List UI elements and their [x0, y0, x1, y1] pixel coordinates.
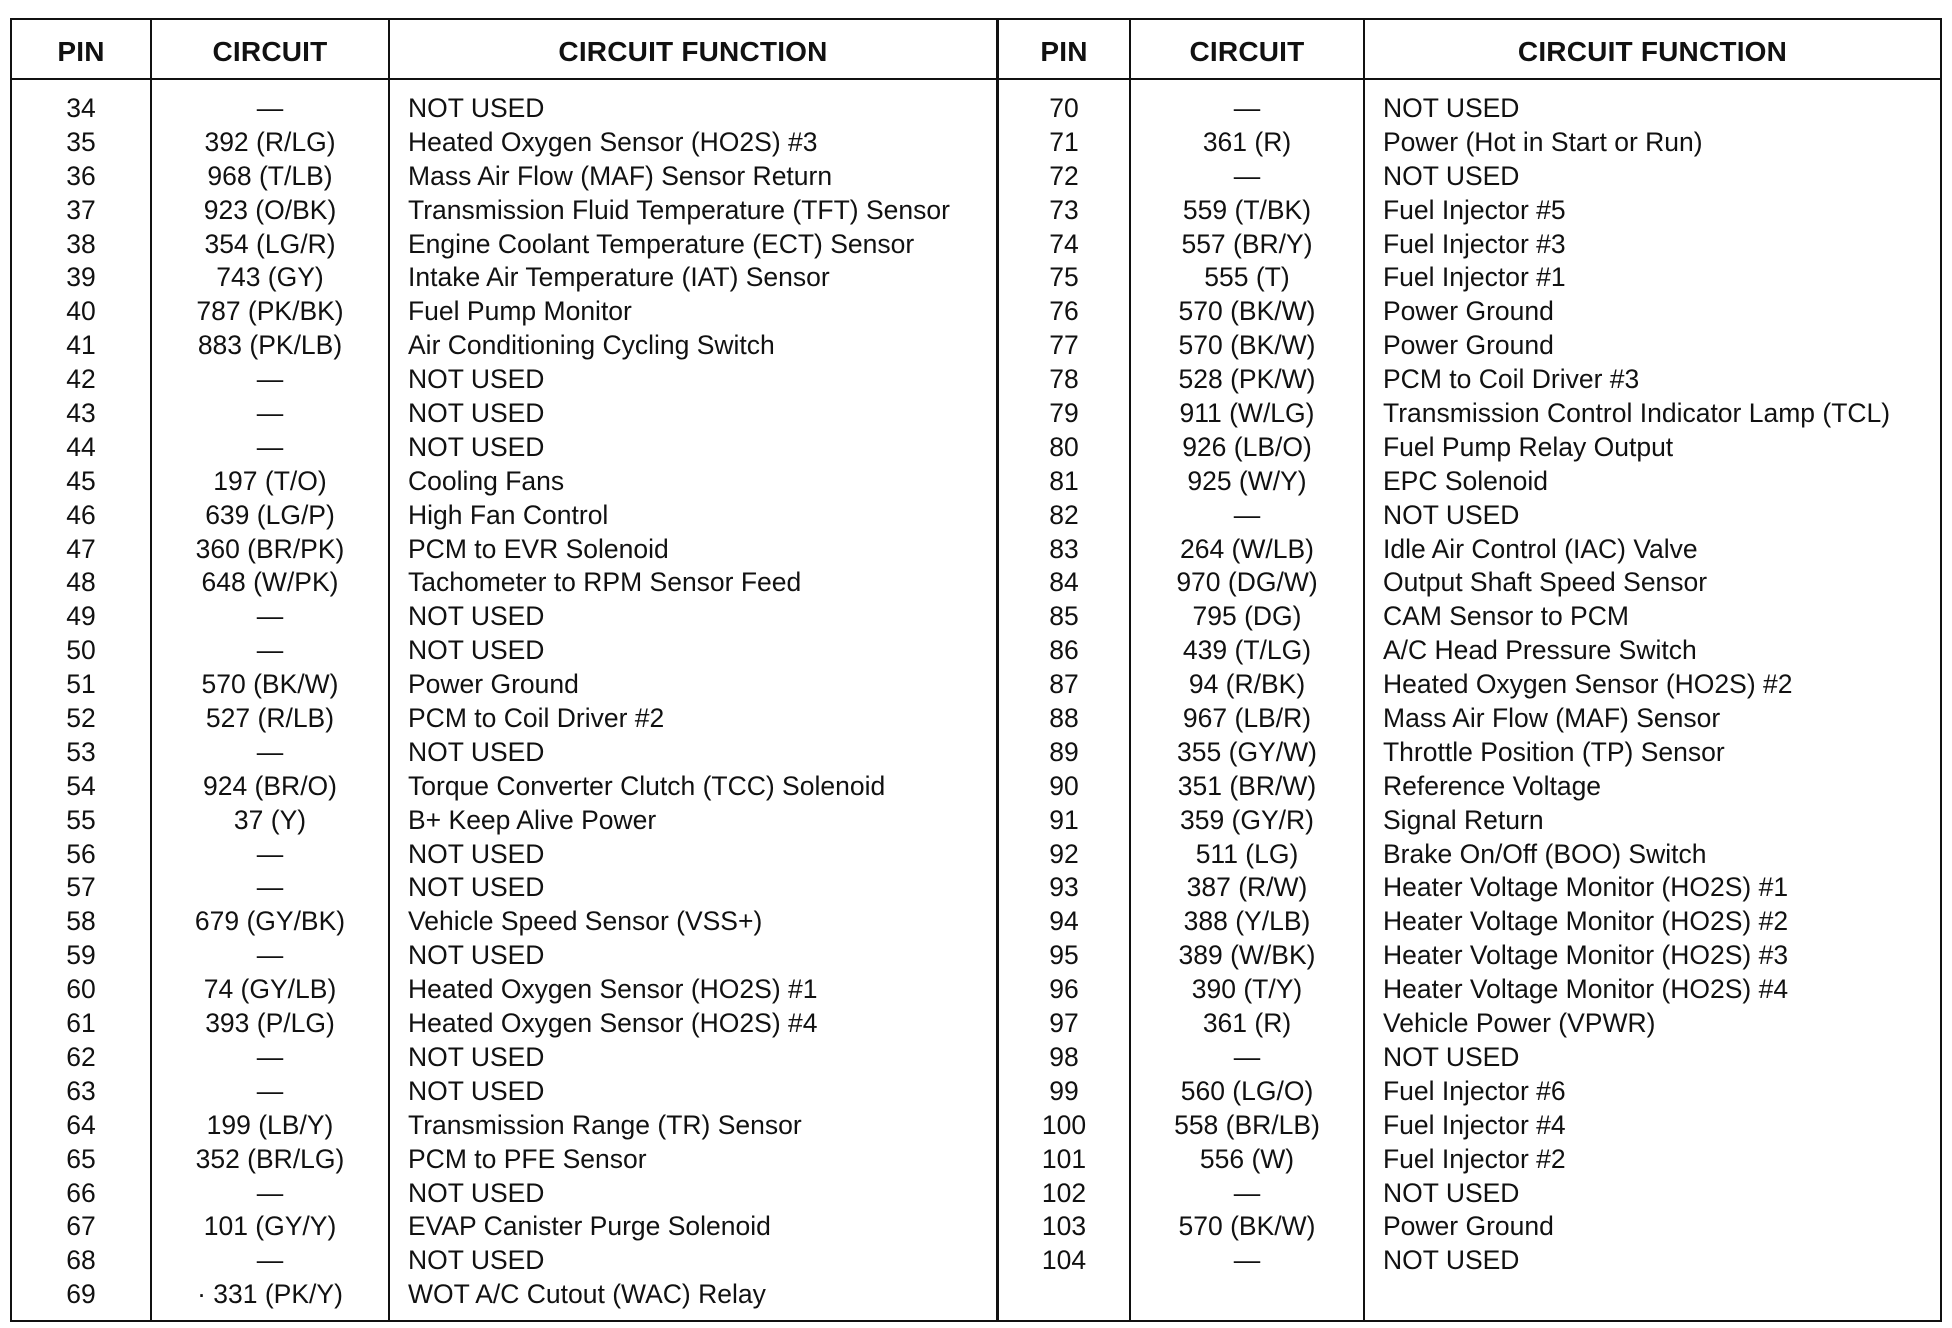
circuit-cell: · 331 (PK/Y): [197, 1279, 343, 1310]
circuit-cell: —: [256, 601, 284, 632]
function-cell: Transmission Range (TR) Sensor: [408, 1109, 802, 1140]
circuit-cell: —: [1233, 1245, 1261, 1276]
header-circuit-left: CIRCUIT: [212, 36, 328, 67]
function-cell: EVAP Canister Purge Solenoid: [408, 1211, 771, 1242]
function-cell: Fuel Pump Monitor: [408, 296, 632, 327]
circuit-cell: 74 (GY/LB): [203, 974, 337, 1005]
function-cell: Power Ground: [1383, 296, 1554, 327]
function-cell: NOT USED: [1383, 1245, 1520, 1276]
circuit-cell: 388 (Y/LB): [1183, 906, 1311, 937]
header-circuit-right: CIRCUIT: [1189, 36, 1305, 67]
pin-cell: 92: [1049, 838, 1079, 869]
left-function-column: [390, 92, 996, 1312]
circuit-cell: 197 (T/O): [213, 465, 327, 496]
pin-cell: 100: [1041, 1109, 1087, 1140]
pin-cell: 36: [66, 160, 96, 191]
function-cell: NOT USED: [408, 431, 545, 462]
pin-cell: 67: [66, 1211, 96, 1242]
circuit-cell: 556 (W): [1199, 1143, 1295, 1174]
pin-cell: 86: [1049, 635, 1079, 666]
function-cell: NOT USED: [408, 1041, 545, 1072]
pin-cell: 66: [66, 1177, 96, 1208]
circuit-cell: —: [256, 1177, 284, 1208]
pin-cell: 84: [1049, 567, 1079, 598]
pin-cell: 94: [1049, 906, 1079, 937]
circuit-cell: 557 (BR/Y): [1181, 228, 1313, 259]
circuit-cell: —: [256, 364, 284, 395]
function-cell: Intake Air Temperature (IAT) Sensor: [408, 262, 830, 293]
header-function-right: CIRCUIT FUNCTION: [1517, 36, 1788, 67]
pin-cell: 95: [1049, 940, 1079, 971]
pin-cell: 57: [66, 872, 96, 903]
pin-cell: 39: [66, 262, 96, 293]
circuit-cell: 558 (BR/LB): [1174, 1109, 1320, 1140]
pin-cell: 90: [1049, 770, 1079, 801]
circuit-cell: 359 (GY/R): [1179, 804, 1314, 835]
function-cell: Torque Converter Clutch (TCC) Solenoid: [408, 770, 886, 801]
circuit-cell: 787 (PK/BK): [196, 296, 344, 327]
pin-cell: 34: [66, 93, 96, 123]
pin-cell: 70: [1049, 93, 1079, 123]
circuit-cell: —: [1233, 1177, 1261, 1208]
circuit-cell: —: [256, 872, 284, 903]
pin-cell: 54: [66, 770, 96, 801]
pin-cell: 98: [1049, 1041, 1079, 1072]
pin-cell: 45: [66, 465, 96, 496]
circuit-cell: —: [256, 431, 284, 462]
pin-cell: 87: [1049, 669, 1079, 700]
pin-cell: 96: [1049, 974, 1079, 1005]
function-cell: Transmission Fluid Temperature (TFT) Sensor: [408, 194, 950, 225]
pin-cell: 38: [66, 228, 96, 259]
pin-cell: 74: [1049, 228, 1079, 259]
circuit-cell: 795 (DG): [1192, 601, 1302, 632]
header-pin-left: PIN: [57, 36, 105, 67]
pin-cell: 50: [66, 635, 96, 666]
circuit-cell: 970 (DG/W): [1176, 567, 1318, 598]
function-cell: Mass Air Flow (MAF) Sensor Return: [408, 160, 833, 191]
function-cell: Heated Oxygen Sensor (HO2S) #1: [408, 974, 818, 1005]
pinout-table: [10, 18, 1942, 1322]
function-cell: Output Shaft Speed Sensor: [1383, 567, 1708, 598]
circuit-cell: 351 (BR/W): [1177, 770, 1317, 801]
pin-cell: 69: [66, 1279, 96, 1310]
pin-cell: 72: [1049, 160, 1079, 191]
circuit-cell: —: [1233, 93, 1261, 123]
pin-cell: 43: [66, 398, 96, 429]
function-cell: Power Ground: [1383, 1211, 1554, 1242]
circuit-cell: 199 (LB/Y): [206, 1109, 334, 1140]
function-cell: Vehicle Speed Sensor (VSS+): [408, 906, 763, 937]
pin-cell: 91: [1049, 804, 1079, 835]
circuit-cell: 361 (R): [1202, 1008, 1292, 1039]
pin-cell: 65: [66, 1143, 96, 1174]
circuit-cell: 648 (W/PK): [201, 567, 339, 598]
circuit-cell: 387 (R/W): [1186, 872, 1308, 903]
function-cell: Fuel Injector #4: [1383, 1109, 1566, 1140]
function-cell: Idle Air Control (IAC) Valve: [1383, 533, 1698, 564]
function-cell: Heater Voltage Monitor (HO2S) #4: [1383, 974, 1789, 1005]
function-cell: Heater Voltage Monitor (HO2S) #2: [1383, 906, 1789, 937]
function-cell: Fuel Injector #2: [1383, 1143, 1566, 1174]
function-cell: NOT USED: [408, 364, 545, 395]
function-cell: Power Ground: [1383, 330, 1554, 361]
circuit-cell: —: [256, 398, 284, 429]
function-cell: CAM Sensor to PCM: [1383, 601, 1629, 632]
header-divider: [12, 78, 1940, 80]
circuit-cell: 679 (GY/BK): [194, 906, 346, 937]
circuit-cell: 923 (O/BK): [203, 194, 337, 225]
circuit-cell: 37 (Y): [233, 804, 307, 835]
pin-cell: 63: [66, 1075, 96, 1106]
pin-cell: 48: [66, 567, 96, 598]
circuit-cell: —: [1233, 1041, 1261, 1072]
function-cell: NOT USED: [1383, 160, 1520, 191]
circuit-cell: 511 (LG): [1195, 838, 1299, 869]
function-cell: NOT USED: [1383, 1041, 1520, 1072]
pin-cell: 55: [66, 804, 96, 835]
circuit-cell: 560 (LG/O): [1180, 1075, 1314, 1106]
circuit-cell: —: [256, 736, 284, 767]
pin-cell: 47: [66, 533, 96, 564]
function-cell: NOT USED: [408, 1245, 545, 1276]
pin-cell: 97: [1049, 1008, 1079, 1039]
circuit-cell: —: [256, 1245, 284, 1276]
header-pin-right: PIN: [1040, 36, 1088, 67]
function-cell: Fuel Injector #5: [1383, 194, 1566, 225]
function-cell: Power (Hot in Start or Run): [1383, 126, 1703, 157]
function-cell: Mass Air Flow (MAF) Sensor: [1383, 703, 1721, 734]
circuit-cell: 967 (LB/R): [1182, 703, 1312, 734]
circuit-cell: 94 (R/BK): [1188, 669, 1306, 700]
function-cell: Throttle Position (TP) Sensor: [1383, 736, 1725, 767]
circuit-cell: 264 (W/LB): [1179, 533, 1314, 564]
pin-cell: 101: [1041, 1143, 1087, 1174]
function-cell: Fuel Pump Relay Output: [1383, 431, 1674, 462]
pin-cell: 37: [66, 194, 96, 225]
pin-cell: 59: [66, 940, 96, 971]
function-cell: Heated Oxygen Sensor (HO2S) #2: [1383, 669, 1793, 700]
pin-cell: 53: [66, 736, 96, 767]
circuit-cell: 559 (T/BK): [1182, 194, 1312, 225]
right-circuit-column: [1131, 92, 1363, 1278]
circuit-cell: —: [256, 93, 284, 123]
right-pin-column: [999, 92, 1129, 1278]
pin-cell: 77: [1049, 330, 1079, 361]
circuit-cell: —: [256, 838, 284, 869]
circuit-cell: 389 (W/BK): [1178, 940, 1316, 971]
function-cell: NOT USED: [408, 398, 545, 429]
function-cell: NOT USED: [408, 872, 545, 903]
circuit-cell: 570 (BK/W): [1178, 330, 1316, 361]
pin-cell: 81: [1049, 465, 1079, 496]
function-cell: NOT USED: [408, 838, 545, 869]
function-cell: NOT USED: [408, 1177, 545, 1208]
function-cell: PCM to Coil Driver #2: [408, 703, 665, 734]
pin-cell: 83: [1049, 533, 1079, 564]
pin-cell: 41: [66, 330, 96, 361]
circuit-cell: 968 (T/LB): [207, 160, 333, 191]
function-cell: NOT USED: [408, 635, 545, 666]
function-cell: Engine Coolant Temperature (ECT) Sensor: [408, 228, 915, 259]
circuit-cell: 555 (T): [1204, 262, 1290, 293]
pin-cell: 78: [1049, 364, 1079, 395]
function-cell: Air Conditioning Cycling Switch: [408, 330, 775, 361]
function-cell: Fuel Injector #6: [1383, 1075, 1566, 1106]
circuit-cell: —: [256, 635, 284, 666]
function-cell: Transmission Control Indicator Lamp (TCL): [1383, 398, 1891, 429]
function-cell: NOT USED: [408, 93, 545, 123]
circuit-cell: 101 (GY/Y): [203, 1211, 337, 1242]
right-function-column: [1365, 92, 1940, 1278]
pin-cell: 80: [1049, 431, 1079, 462]
pin-cell: 64: [66, 1109, 96, 1140]
circuit-cell: 360 (BR/PK): [195, 533, 345, 564]
pin-cell: 52: [66, 703, 96, 734]
pin-cell: 71: [1049, 126, 1079, 157]
pin-cell: 102: [1041, 1177, 1087, 1208]
left-circuit-column: [152, 92, 388, 1312]
function-cell: WOT A/C Cutout (WAC) Relay: [408, 1279, 766, 1310]
function-cell: NOT USED: [1383, 499, 1520, 530]
pin-cell: 104: [1041, 1245, 1087, 1276]
circuit-cell: 570 (BK/W): [1178, 1211, 1316, 1242]
function-cell: NOT USED: [1383, 1177, 1520, 1208]
header-function-left: CIRCUIT FUNCTION: [558, 36, 828, 67]
function-cell: NOT USED: [408, 601, 545, 632]
pin-cell: 79: [1049, 398, 1079, 429]
function-cell: NOT USED: [408, 1075, 545, 1106]
function-cell: NOT USED: [408, 940, 545, 971]
pin-cell: 73: [1049, 194, 1079, 225]
pin-cell: 42: [66, 364, 96, 395]
function-cell: Reference Voltage: [1383, 770, 1602, 801]
pin-cell: 99: [1049, 1075, 1079, 1106]
function-cell: Cooling Fans: [408, 465, 565, 496]
pin-cell: 61: [66, 1008, 96, 1039]
left-pin-column: [12, 92, 150, 1312]
circuit-cell: 570 (BK/W): [201, 669, 339, 700]
pin-cell: 82: [1049, 499, 1079, 530]
circuit-cell: —: [256, 940, 284, 971]
circuit-cell: 883 (PK/LB): [197, 330, 343, 361]
pin-cell: 46: [66, 499, 96, 530]
function-cell: Heated Oxygen Sensor (HO2S) #4: [408, 1008, 818, 1039]
function-cell: Tachometer to RPM Sensor Feed: [408, 567, 802, 598]
pin-cell: 35: [66, 126, 96, 157]
function-cell: EPC Solenoid: [1383, 465, 1548, 496]
function-cell: A/C Head Pressure Switch: [1383, 635, 1697, 666]
circuit-cell: 528 (PK/W): [1178, 364, 1316, 395]
function-cell: Fuel Injector #1: [1383, 262, 1566, 293]
circuit-cell: 393 (P/LG): [205, 1008, 335, 1039]
circuit-cell: 527 (R/LB): [205, 703, 335, 734]
pin-cell: 93: [1049, 872, 1079, 903]
circuit-cell: 354 (LG/R): [204, 228, 336, 259]
pin-cell: 68: [66, 1245, 96, 1276]
pin-cell: 88: [1049, 703, 1079, 734]
pin-cell: 51: [66, 669, 96, 700]
pin-cell: 56: [66, 838, 96, 869]
circuit-cell: 743 (GY): [216, 262, 324, 293]
pin-cell: 60: [66, 974, 96, 1005]
pin-cell: 49: [66, 601, 96, 632]
circuit-cell: 355 (GY/W): [1177, 736, 1317, 767]
pin-cell: 44: [66, 431, 96, 462]
circuit-cell: 361 (R): [1202, 126, 1292, 157]
circuit-cell: 352 (BR/LG): [195, 1143, 345, 1174]
function-cell: Vehicle Power (VPWR): [1383, 1008, 1656, 1039]
circuit-cell: 926 (LB/O): [1182, 431, 1312, 462]
function-cell: Fuel Injector #3: [1383, 228, 1566, 259]
function-cell: PCM to EVR Solenoid: [408, 533, 669, 564]
circuit-cell: 439 (T/LG): [1182, 635, 1312, 666]
circuit-cell: 390 (T/Y): [1191, 974, 1303, 1005]
circuit-cell: 925 (W/Y): [1187, 465, 1307, 496]
pin-cell: 89: [1049, 736, 1079, 767]
function-cell: Heated Oxygen Sensor (HO2S) #3: [408, 126, 818, 157]
circuit-cell: —: [1233, 160, 1261, 191]
function-cell: PCM to Coil Driver #3: [1383, 364, 1640, 395]
pin-cell: 62: [66, 1041, 96, 1072]
pin-cell: 40: [66, 296, 96, 327]
pin-cell: 75: [1049, 262, 1079, 293]
pin-cell: 85: [1049, 601, 1079, 632]
function-cell: PCM to PFE Sensor: [408, 1143, 647, 1174]
circuit-cell: 924 (BR/O): [202, 770, 337, 801]
function-cell: Signal Return: [1383, 804, 1544, 835]
circuit-cell: 639 (LG/P): [205, 499, 335, 530]
function-cell: Brake On/Off (BOO) Switch: [1383, 838, 1707, 869]
circuit-cell: 392 (R/LG): [204, 126, 336, 157]
pin-cell: 76: [1049, 296, 1079, 327]
function-cell: NOT USED: [1383, 93, 1520, 123]
function-cell: Power Ground: [408, 669, 579, 700]
function-cell: NOT USED: [408, 736, 545, 767]
circuit-cell: —: [256, 1075, 284, 1106]
function-cell: High Fan Control: [408, 499, 609, 530]
circuit-cell: —: [256, 1041, 284, 1072]
pin-cell: 58: [66, 906, 96, 937]
circuit-cell: —: [1233, 499, 1261, 530]
circuit-cell: 570 (BK/W): [1178, 296, 1316, 327]
function-cell: B+ Keep Alive Power: [408, 804, 657, 835]
pin-cell: 103: [1041, 1211, 1087, 1242]
circuit-cell: 911 (W/LG): [1179, 398, 1315, 429]
function-cell: Heater Voltage Monitor (HO2S) #1: [1383, 872, 1789, 903]
function-cell: Heater Voltage Monitor (HO2S) #3: [1383, 940, 1789, 971]
